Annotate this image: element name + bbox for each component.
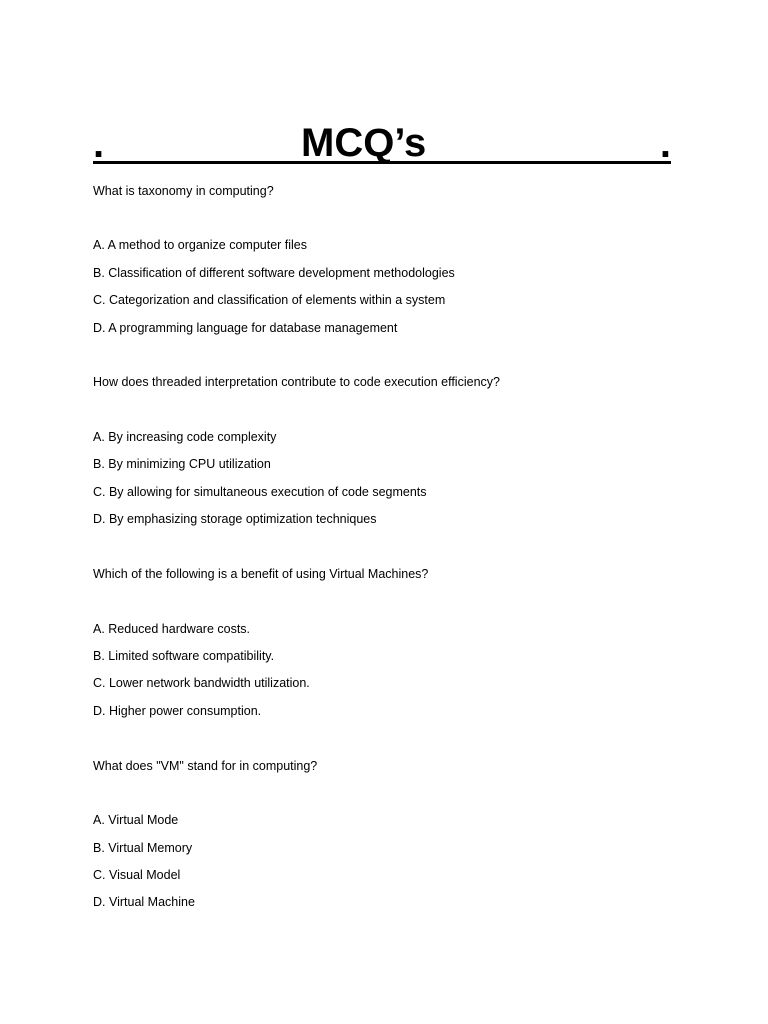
question-2-option-d: D. By emphasizing storage optimization techniques: [93, 512, 377, 526]
question-3-option-d: D. Higher power consumption.: [93, 704, 262, 718]
title-heading: [93, 120, 671, 164]
question-4-option-d: D. Virtual Machine: [93, 895, 195, 909]
question-1-option-b: B. Classification of different software development methodologies: [93, 266, 455, 280]
question-4-text: What does "VM" stand for in computing?: [93, 759, 318, 773]
title-right-mark: .: [659, 122, 671, 166]
question-3-text: Which of the following is a benefit of using Virtual Machines?: [93, 567, 429, 581]
question-2-option-a: A. By increasing code complexity: [93, 430, 277, 444]
question-3-option-b: B. Limited software compatibility.: [93, 649, 275, 663]
question-3-option-c: C. Lower network bandwidth utilization.: [93, 676, 310, 690]
question-1-text: What is taxonomy in computing?: [93, 184, 274, 198]
page-title: MCQ’s: [301, 121, 427, 165]
question-3-option-a: A. Reduced hardware costs.: [93, 622, 251, 636]
question-4-option-b: B. Virtual Memory: [93, 841, 193, 855]
question-4-option-a: A. Virtual Mode: [93, 813, 179, 827]
question-2-option-c: C. By allowing for simultaneous execution of code segments: [93, 485, 427, 499]
question-1-option-a: A. A method to organize computer files: [93, 238, 308, 252]
question-2-text: How does threaded interpretation contribute to code execution efficiency?: [93, 375, 500, 389]
question-1-option-c: C. Categorization and classification of elements within a system: [93, 293, 446, 307]
title-left-mark: .: [93, 122, 105, 166]
question-1-option-d: D. A programming language for database management: [93, 321, 398, 335]
question-2-option-b: B. By minimizing CPU utilization: [93, 457, 271, 471]
question-4-option-c: C. Visual Model: [93, 868, 181, 882]
